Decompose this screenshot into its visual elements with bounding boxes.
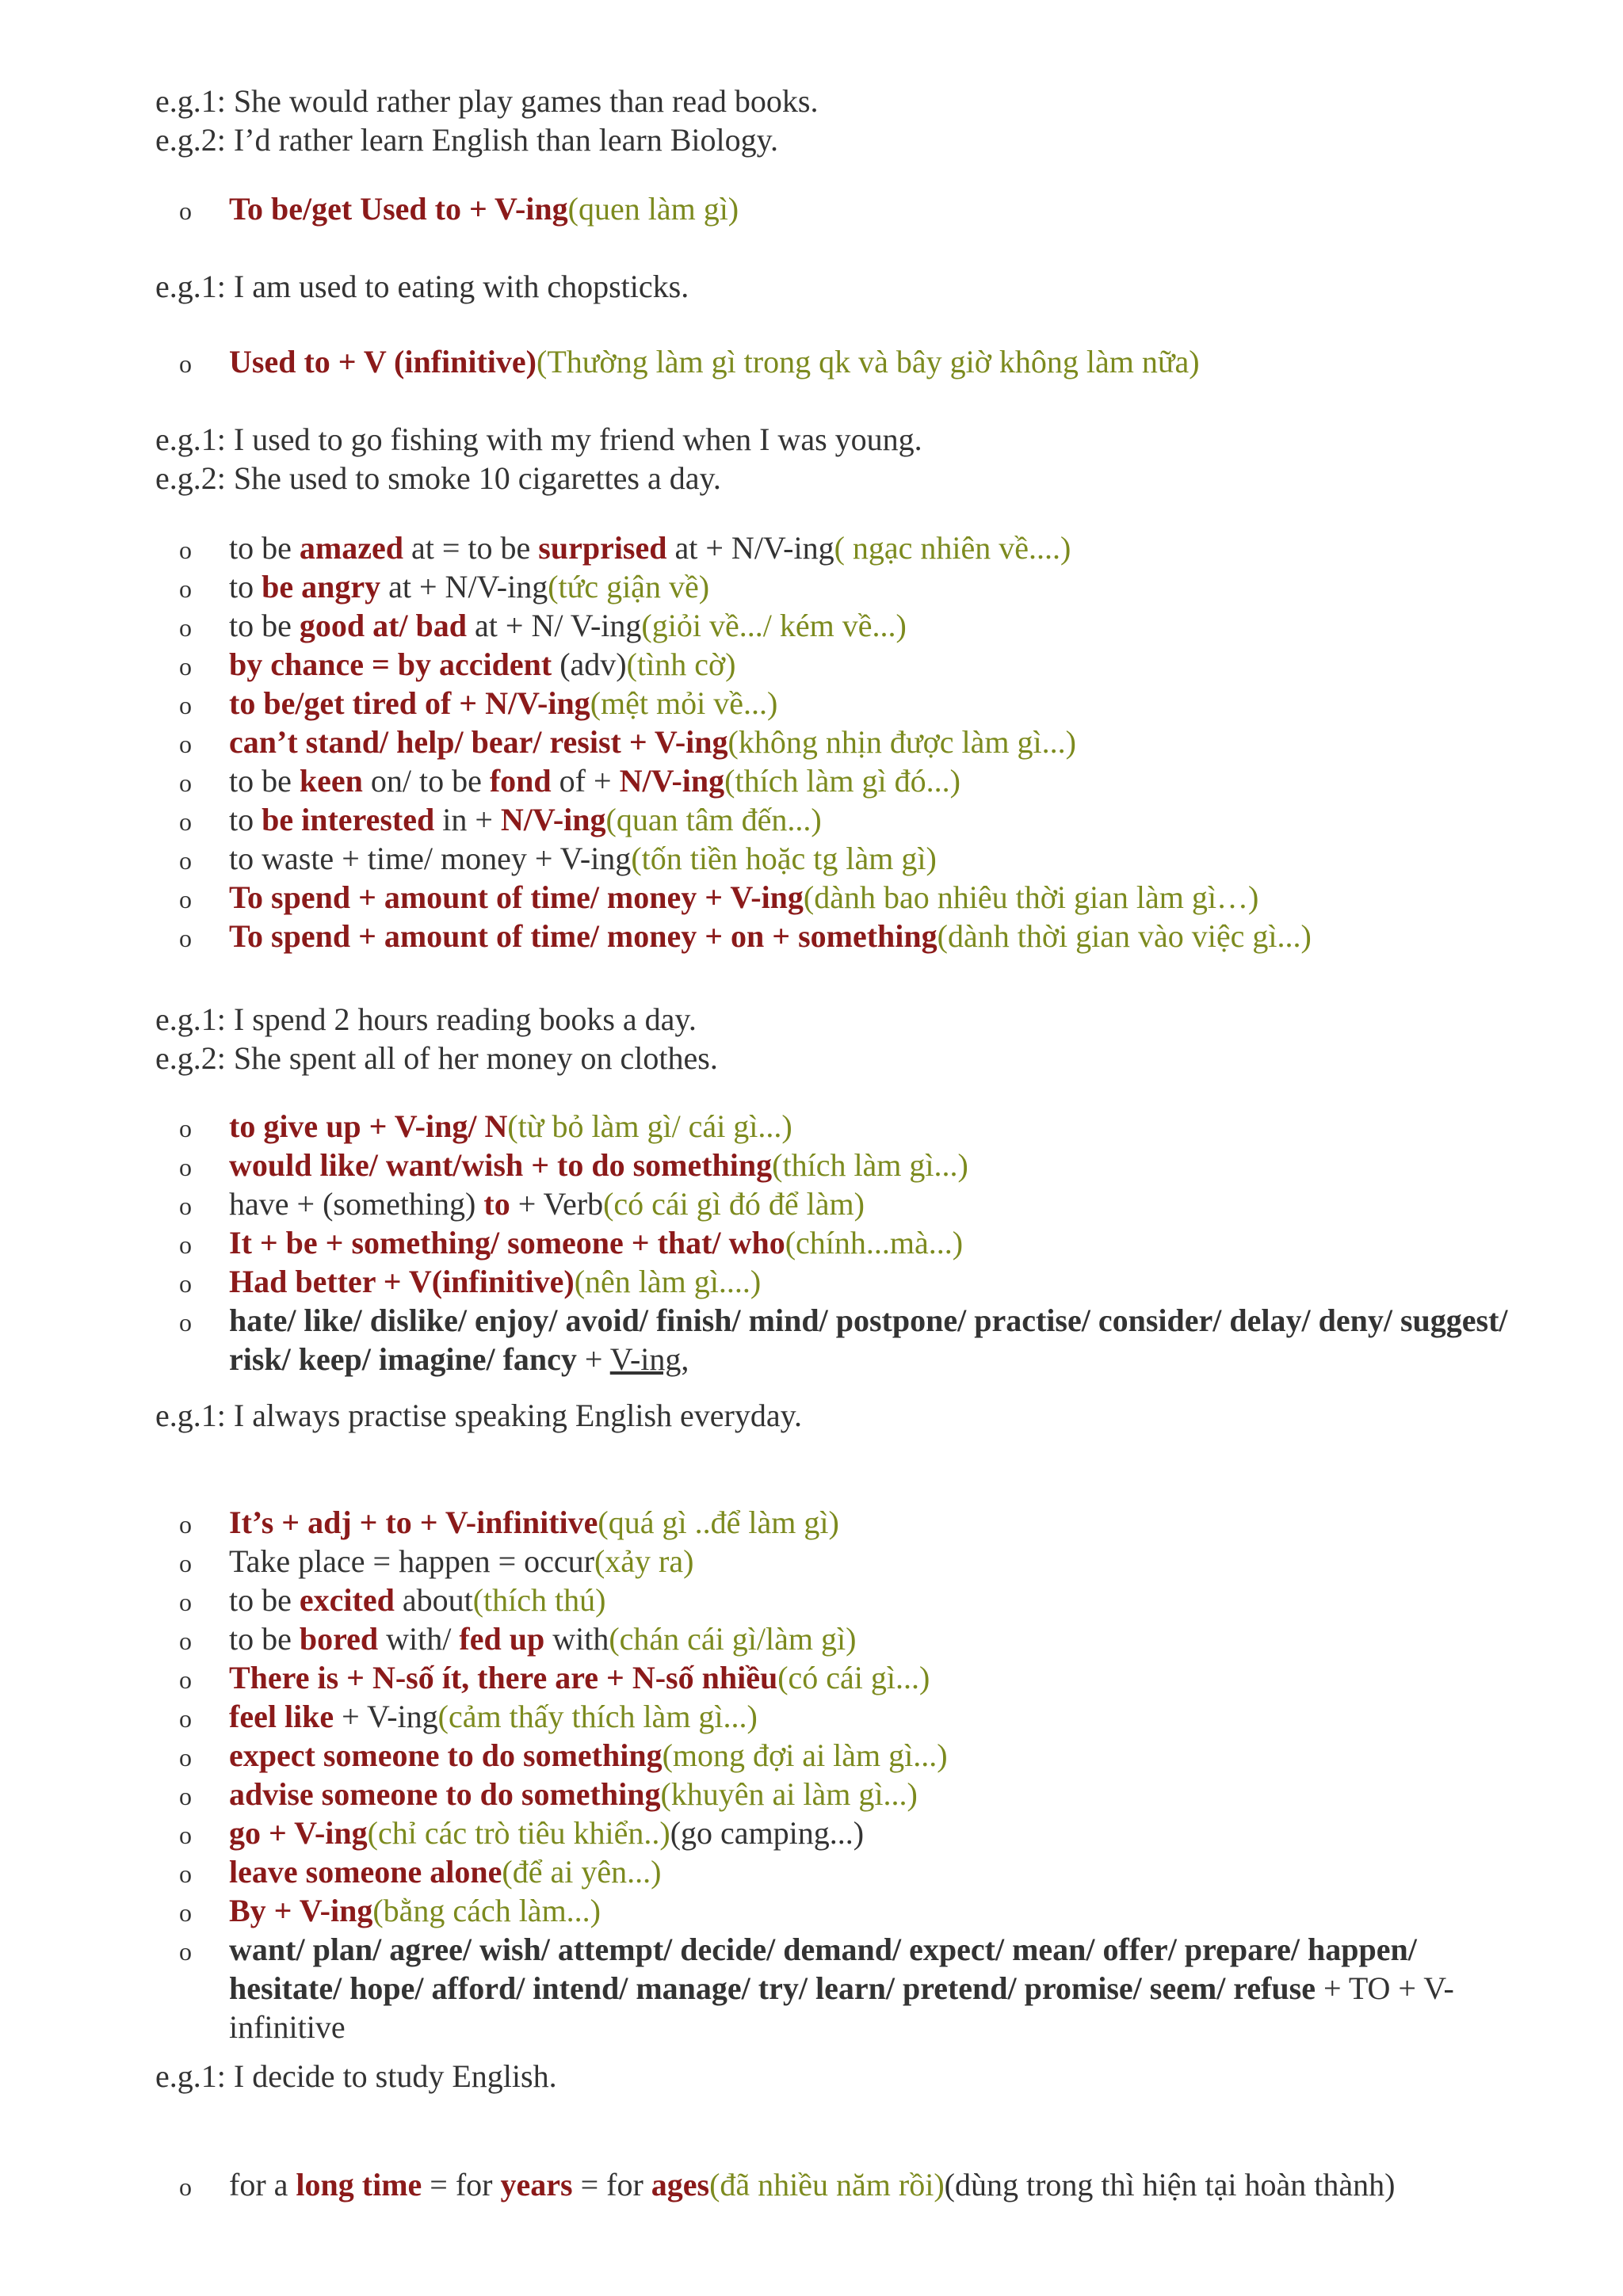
vietnamese-gloss: (chính...mà...) <box>785 1225 964 1261</box>
vietnamese-gloss: (chán cái gì/làm gì) <box>609 1621 857 1657</box>
plain-text: to waste + time/ money + V-ing <box>229 841 632 876</box>
plain-text: to be <box>229 763 300 799</box>
plain-text: (adv) <box>552 646 627 682</box>
plain-text: Take place = happen = occur <box>229 1543 594 1579</box>
example-sentence: e.g.1: I always practise speaking English everyday. <box>155 1398 803 1433</box>
highlight-term: Had better + V(infinitive) <box>229 1264 575 1299</box>
plain-text: have + (something) <box>229 1186 484 1222</box>
rule-list <box>155 189 1536 228</box>
highlight-term: To spend + amount of time/ money + on + something <box>229 918 938 954</box>
example-block <box>155 1000 1536 1077</box>
vietnamese-gloss: (dành bao nhiêu thời gian làm gì…) <box>803 879 1259 915</box>
plain-text: to be <box>229 1582 300 1618</box>
rule-item <box>155 800 1536 839</box>
example-sentence: e.g.1: I used to go fishing with my friend when I was young. <box>155 421 922 457</box>
rule-item <box>155 606 1536 645</box>
vietnamese-gloss: (giỏi về.../ kém về...) <box>641 608 907 643</box>
plain-text: to be <box>229 530 300 566</box>
underlined-text: V-ing <box>609 1341 682 1377</box>
highlight-term: advise someone to do something <box>229 1776 661 1812</box>
vietnamese-gloss: (tốn tiền hoặc tg làm gì) <box>631 841 937 876</box>
rule-item <box>155 645 1536 684</box>
highlight-term: Used to + V (infinitive) <box>229 344 537 379</box>
plain-text: + Verb <box>510 1186 604 1222</box>
plain-text: = for <box>422 2167 501 2203</box>
verb-list-term: hate/ like/ dislike/ enjoy/ avoid/ finish/ mind/ postpone/ practise/ consider/ delay/ deny/ suggest/ risk/ keep/ imagine/ fancy <box>229 1302 1508 1377</box>
highlight-term: good at/ bad <box>299 608 468 643</box>
highlight-term: fed up <box>459 1621 545 1657</box>
vietnamese-gloss: (dành thời gian vào việc gì...) <box>937 918 1312 954</box>
highlight-term: to give up + V-ing/ N <box>229 1108 508 1144</box>
rule-item <box>155 1775 1536 1814</box>
rule-item <box>155 1184 1536 1223</box>
highlight-term: would like/ want/wish + to do something <box>229 1147 773 1183</box>
rule-item <box>155 723 1536 761</box>
highlight-term: It’s + adj + to + V-infinitive <box>229 1505 598 1540</box>
vietnamese-gloss: (quan tâm đến...) <box>605 802 822 837</box>
vietnamese-gloss: (tức giận về) <box>548 569 710 605</box>
vietnamese-gloss: (để ai yên...) <box>502 1854 662 1890</box>
vietnamese-gloss: (mong đợi ai làm gì...) <box>662 1737 948 1773</box>
highlight-term: by chance = by accident <box>229 646 552 682</box>
rule-item <box>155 1146 1536 1184</box>
highlight-term: years <box>500 2167 573 2203</box>
highlight-term: excited <box>299 1582 395 1618</box>
verb-list-term: want/ plan/ agree/ wish/ attempt/ decide/ demand/ expect/ mean/ offer/ prepare/ happen/ hesitate/ hope/ afford/ intend/ manage/ try/ learn/ pretend/ promise/ seem/ refuse <box>229 1932 1417 2006</box>
vietnamese-gloss: (không nhịn được làm gì...) <box>727 724 1076 760</box>
rule-item <box>155 189 1536 228</box>
highlight-term: ages <box>651 2167 710 2203</box>
highlight-term: N/V-ing <box>619 763 725 799</box>
highlight-term: expect someone to do something <box>229 1737 663 1773</box>
highlight-term: N/V-ing <box>500 802 606 837</box>
plain-text: at = to be <box>403 530 539 566</box>
vietnamese-gloss: (có cái gì...) <box>777 1660 930 1695</box>
highlight-term: feel like <box>229 1699 334 1734</box>
vietnamese-gloss: (mệt mỏi về...) <box>590 685 778 721</box>
plain-text: (dùng trong thì hiện tại hoàn thành) <box>944 2167 1396 2203</box>
rule-item <box>155 684 1536 723</box>
rule-item <box>155 1891 1536 1930</box>
plain-text: with/ <box>378 1621 460 1657</box>
rule-item <box>155 1658 1536 1697</box>
vietnamese-gloss: (thích làm gì đó...) <box>724 763 960 799</box>
plain-text: on/ to be <box>362 763 490 799</box>
plain-text: at + N/V-ing <box>380 569 548 605</box>
vietnamese-gloss: (cảm thấy thích làm gì...) <box>437 1699 758 1734</box>
highlight-term: be interested <box>262 802 435 837</box>
highlight-term: to <box>483 1186 510 1222</box>
vietnamese-gloss: (quen làm gì) <box>567 191 739 227</box>
rule-item <box>155 917 1536 955</box>
vietnamese-gloss: (quá gì ..để làm gì) <box>598 1505 839 1540</box>
highlight-term: to be/get tired of + N/V-ing <box>229 685 590 721</box>
vietnamese-gloss: (có cái gì đó để làm) <box>603 1186 865 1222</box>
rule-item <box>155 1619 1536 1658</box>
vietnamese-gloss: (Thường làm gì trong qk và bây giờ không làm nữa) <box>537 344 1200 379</box>
rule-item <box>155 1301 1536 1379</box>
plain-text: (go camping...) <box>670 1815 865 1851</box>
plain-text: about <box>394 1582 473 1618</box>
highlight-term: be angry <box>262 569 381 605</box>
highlight-term: amazed <box>299 530 403 566</box>
rule-item <box>155 1852 1536 1891</box>
highlight-term: fond <box>489 763 552 799</box>
highlight-term: By + V-ing <box>229 1893 373 1928</box>
rule-list <box>155 528 1536 955</box>
plain-text: to <box>229 802 262 837</box>
rule-item <box>155 1107 1536 1146</box>
plain-text: at + N/ V-ing <box>467 608 642 643</box>
example-block <box>155 2057 1536 2096</box>
highlight-term: long time <box>296 2167 422 2203</box>
plain-text: to be <box>229 608 300 643</box>
highlight-term: can’t stand/ help/ bear/ resist + V-ing <box>229 724 728 760</box>
rule-item <box>155 342 1536 381</box>
vietnamese-gloss: (xảy ra) <box>594 1543 694 1579</box>
highlight-term: bored <box>299 1621 379 1657</box>
rule-list <box>155 1503 1536 2046</box>
plain-text: for a <box>229 2167 296 2203</box>
example-sentence: e.g.2: She spent all of her money on clothes. <box>155 1040 718 1076</box>
rule-item <box>155 528 1536 567</box>
example-sentence: e.g.1: I am used to eating with chopsticks. <box>155 269 689 304</box>
highlight-term: keen <box>299 763 363 799</box>
vietnamese-gloss: (bằng cách làm...) <box>372 1893 601 1928</box>
rule-item <box>155 878 1536 917</box>
example-sentence: e.g.2: I’d rather learn English than learn Biology. <box>155 122 779 158</box>
rule-item <box>155 1814 1536 1852</box>
plain-text: at + N/V-ing <box>666 530 834 566</box>
vietnamese-gloss: ( ngạc nhiên về....) <box>834 530 1071 566</box>
rule-item <box>155 839 1536 878</box>
highlight-term: go + V-ing <box>229 1815 368 1851</box>
rule-item <box>155 1223 1536 1262</box>
vietnamese-gloss: (khuyên ai làm gì...) <box>660 1776 918 1812</box>
plain-text: to <box>229 569 262 605</box>
rule-item <box>155 1542 1536 1581</box>
example-sentence: e.g.2: She used to smoke 10 cigarettes a day. <box>155 460 721 496</box>
rule-item <box>155 1736 1536 1775</box>
vietnamese-gloss: (thích làm gì...) <box>772 1147 968 1183</box>
example-block <box>155 1396 1536 1435</box>
rule-item <box>155 2165 1536 2204</box>
plain-text: + <box>576 1341 610 1377</box>
rule-item <box>155 1697 1536 1736</box>
vietnamese-gloss: (nên làm gì....) <box>574 1264 762 1299</box>
example-block <box>155 82 1536 159</box>
rule-item <box>155 761 1536 800</box>
plain-text: of + <box>551 763 620 799</box>
example-block <box>155 267 1536 306</box>
plain-text: + TO + V-infinitive <box>229 1970 1454 2045</box>
vietnamese-gloss: (chỉ các trò tiêu khiển..) <box>367 1815 670 1851</box>
example-sentence: e.g.1: She would rather play games than read books. <box>155 83 819 119</box>
plain-text: , <box>681 1341 689 1377</box>
rule-item <box>155 567 1536 606</box>
example-sentence: e.g.1: I spend 2 hours reading books a day. <box>155 1001 697 1037</box>
vietnamese-gloss: (thích thú) <box>472 1582 606 1618</box>
highlight-term: There is + N-số ít, there are + N-số nhiều <box>229 1660 778 1695</box>
rule-item <box>155 1503 1536 1542</box>
plain-text: with <box>544 1621 609 1657</box>
rule-list <box>155 1107 1536 1379</box>
example-block <box>155 420 1536 498</box>
plain-text: + V-ing <box>334 1699 438 1734</box>
plain-text: to be <box>229 1621 300 1657</box>
rule-item <box>155 1581 1536 1619</box>
plain-text: in + <box>434 802 501 837</box>
vietnamese-gloss: (tình cờ) <box>626 646 736 682</box>
vietnamese-gloss: (từ bỏ làm gì/ cái gì...) <box>507 1108 792 1144</box>
vietnamese-gloss: (đã nhiều năm rồi) <box>709 2167 945 2203</box>
highlight-term: To spend + amount of time/ money + V-ing <box>229 879 804 915</box>
highlight-term: surprised <box>538 530 667 566</box>
highlight-term: leave someone alone <box>229 1854 502 1890</box>
plain-text: = for <box>572 2167 651 2203</box>
rule-item <box>155 1262 1536 1301</box>
highlight-term: To be/get Used to + V-ing <box>229 191 568 227</box>
rule-list <box>155 2165 1536 2204</box>
highlight-term: It + be + something/ someone + that/ who <box>229 1225 785 1261</box>
rule-item <box>155 1930 1536 2046</box>
rule-list <box>155 342 1536 381</box>
example-sentence: e.g.1: I decide to study English. <box>155 2058 557 2094</box>
